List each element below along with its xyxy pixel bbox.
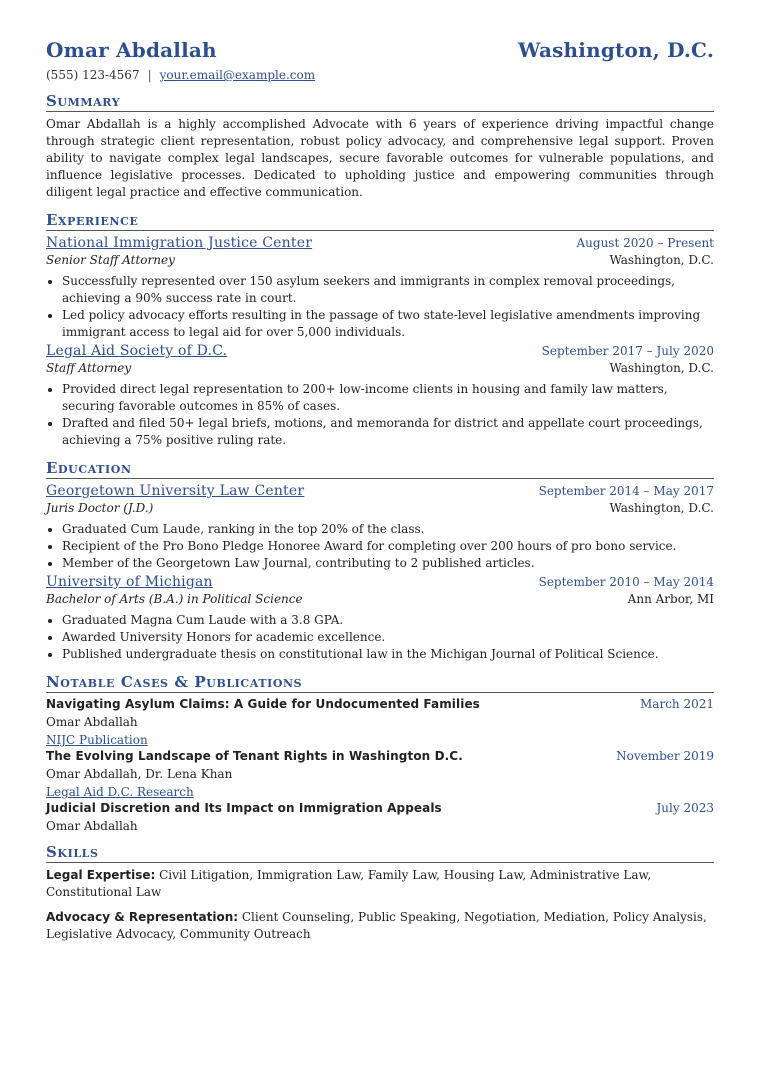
school-location: Ann Arbor, MI bbox=[627, 592, 714, 606]
publication-title: Navigating Asylum Claims: A Guide for Undocumented Families bbox=[46, 697, 480, 711]
candidate-location: Washington, D.C. bbox=[518, 38, 714, 62]
employment-dates: September 2017 – July 2020 bbox=[541, 344, 714, 358]
education-entry bbox=[46, 483, 714, 572]
phone-number: (555) 123-4567 bbox=[46, 68, 140, 82]
bullet-item: • Provided direct legal representation to 200+ low-income clients in housing and family law matters, securing favorable outcomes in 85% of cases. bbox=[62, 381, 714, 415]
email-link[interactable]: your.email@example.com bbox=[159, 68, 316, 82]
bullet-list bbox=[46, 612, 714, 663]
candidate-name: Omar Abdallah bbox=[46, 38, 217, 62]
education-dates: September 2010 – May 2014 bbox=[538, 575, 714, 589]
publication-entry bbox=[46, 697, 714, 747]
skill-line bbox=[46, 867, 714, 901]
job-location: Washington, D.C. bbox=[609, 361, 714, 375]
publication-authors: Omar Abdallah, Dr. Lena Khan bbox=[46, 767, 233, 781]
publication-date: March 2021 bbox=[640, 697, 714, 711]
publication-source-link[interactable]: NIJC Publication bbox=[46, 733, 148, 747]
employer-link[interactable]: National Immigration Justice Center bbox=[46, 235, 313, 251]
bullet-list bbox=[46, 521, 714, 572]
publication-title: Judicial Discretion and Its Impact on Immigration Appeals bbox=[46, 801, 442, 815]
bullet-list bbox=[46, 381, 714, 449]
education-entry bbox=[46, 574, 714, 663]
bullet-item: • Recipient of the Pro Bono Pledge Honoree Award for completing over 200 hours of pro bono service. bbox=[62, 538, 714, 555]
job-title: Staff Attorney bbox=[46, 361, 132, 375]
school-link[interactable]: University of Michigan bbox=[46, 574, 213, 590]
skill-label: Legal Expertise: bbox=[46, 868, 156, 882]
publication-date: July 2023 bbox=[656, 801, 714, 815]
publication-authors: Omar Abdallah bbox=[46, 819, 138, 833]
bullet-item: • Awarded University Honors for academic excellence. bbox=[62, 629, 714, 646]
bullet-item: • Published undergraduate thesis on constitutional law in the Michigan Journal of Political Science. bbox=[62, 646, 714, 663]
publication-entry bbox=[46, 801, 714, 833]
publication-title: The Evolving Landscape of Tenant Rights in Washington D.C. bbox=[46, 749, 463, 763]
bullet-item: • Led policy advocacy efforts resulting in the passage of two state-level legislative amendments improving immigrant access to legal aid for over 5,000 individuals. bbox=[62, 307, 714, 341]
experience-heading: Experience bbox=[46, 211, 714, 231]
summary-heading: Summary bbox=[46, 92, 714, 112]
experience-entry bbox=[46, 343, 714, 449]
contact-line bbox=[46, 68, 714, 82]
employer-link[interactable]: Legal Aid Society of D.C. bbox=[46, 343, 228, 359]
contact-separator: | bbox=[147, 68, 152, 82]
degree: Bachelor of Arts (B.A.) in Political Science bbox=[46, 592, 303, 606]
bullet-list bbox=[46, 273, 714, 341]
degree: Juris Doctor (J.D.) bbox=[46, 501, 154, 515]
bullet-item: • Drafted and filed 50+ legal briefs, motions, and memoranda for district and appellate court proceedings, achieving a 75% positive ruling rate. bbox=[62, 415, 714, 449]
school-link[interactable]: Georgetown University Law Center bbox=[46, 483, 305, 499]
bullet-item: • Graduated Magna Cum Laude with a 3.8 GPA. bbox=[62, 612, 714, 629]
publication-date: November 2019 bbox=[616, 749, 714, 763]
resume-header bbox=[46, 38, 714, 62]
skill-line bbox=[46, 909, 714, 943]
skill-label: Advocacy & Representation: bbox=[46, 910, 239, 924]
publications-heading: Notable Cases & Publications bbox=[46, 673, 714, 693]
publication-authors: Omar Abdallah bbox=[46, 715, 138, 729]
skill-value: Civil Litigation, Immigration Law, Family Law, Housing Law, Administrative Law, Constitutional Law bbox=[46, 868, 652, 899]
education-heading: Education bbox=[46, 459, 714, 479]
job-title: Senior Staff Attorney bbox=[46, 253, 175, 267]
bullet-item: • Successfully represented over 150 asylum seekers and immigrants in complex removal proceedings, achieving a 90% success rate in court. bbox=[62, 273, 714, 307]
publication-source-link[interactable]: Legal Aid D.C. Research bbox=[46, 785, 194, 799]
bullet-item: • Graduated Cum Laude, ranking in the top 20% of the class. bbox=[62, 521, 714, 538]
school-location: Washington, D.C. bbox=[609, 501, 714, 515]
summary-text: Omar Abdallah is a highly accomplished Advocate with 6 years of experience driving impactful change through strategic client representation, robust policy advocacy, and comprehensive legal support. Proven ability to navigate complex legal landscapes, secure favorable outcomes for vulnerable populations, and influence legislative processes. Dedicated to upholding justice and empowering communities through diligent legal practice and effective communication. bbox=[46, 117, 714, 199]
skills-heading: Skills bbox=[46, 843, 714, 863]
employment-dates: August 2020 – Present bbox=[576, 236, 714, 250]
job-location: Washington, D.C. bbox=[609, 253, 714, 267]
skill-value: Client Counseling, Public Speaking, Negotiation, Mediation, Policy Analysis, Legislative Advocacy, Community Outreach bbox=[46, 910, 707, 941]
education-dates: September 2014 – May 2017 bbox=[538, 484, 714, 498]
publication-entry bbox=[46, 749, 714, 799]
bullet-item: • Member of the Georgetown Law Journal, contributing to 2 published articles. bbox=[62, 555, 714, 572]
experience-entry bbox=[46, 235, 714, 341]
